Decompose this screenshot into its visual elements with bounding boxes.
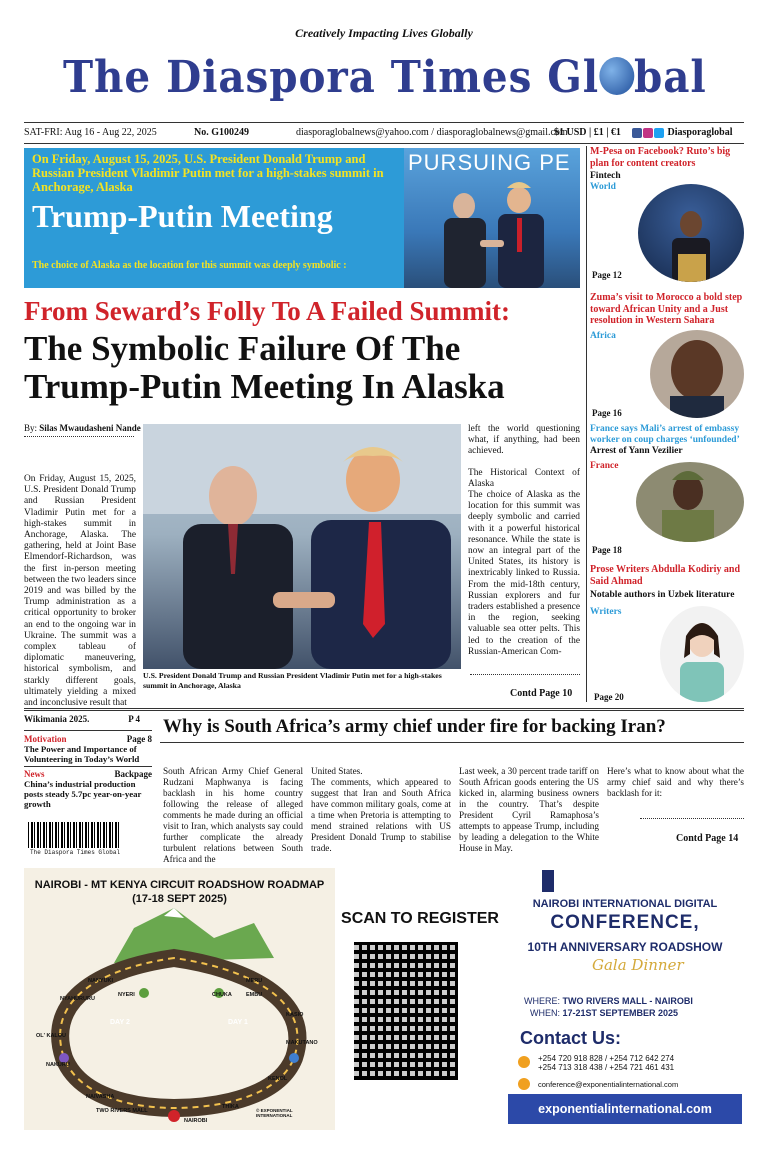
masthead <box>20 44 750 110</box>
info-bar <box>24 122 744 144</box>
social-links[interactable] <box>632 127 733 138</box>
continued-link[interactable]: Contd Page 10 <box>510 688 573 699</box>
ruto-photo <box>638 184 744 282</box>
contact-emails[interactable]: diasporaglobalnews@yahoo.com / diasporaglobalnews@gmail.com <box>296 127 568 138</box>
byline-divider <box>24 436 134 437</box>
handshake-figures <box>404 148 580 288</box>
phones-2[interactable]: +254 713 318 438 / +254 721 461 431 <box>538 1063 675 1072</box>
page-ref[interactable]: Page 18 <box>592 545 622 555</box>
tagline: Creatively Impacting Lives Globally <box>295 26 473 40</box>
barcode <box>28 822 120 848</box>
sa-column-3: Last week, a 30 percent trade tariff on South African goods entering the US kicked in, alarming business owners in the country. That’s despite President Cyril Ramaphosa’s attempts to appease Trump, including by leading a delegation to the White House in May. <box>459 766 599 853</box>
right-column <box>590 146 745 706</box>
globe-icon <box>599 57 634 95</box>
masthead-title: The Diaspora Times Gl bal <box>63 51 707 103</box>
price: $1 USD | £1 | €1 <box>554 127 621 138</box>
side-index-box: Wikimania 2025. P 4 Motivation Page 8 The Power and Importance of Volunteering in Today’s World News Backpage China’s industrial production posts steady 5.7pc year-on-year growth <box>24 714 152 809</box>
conf-line1: NAIROBI INTERNATIONAL DIGITAL <box>532 898 718 910</box>
bookmark-icon <box>542 870 554 892</box>
article-divider <box>470 674 580 675</box>
scan-label: SCAN TO REGISTER <box>341 910 499 927</box>
banner-subtitle: The choice of Alaska as the location for this summit was deeply symbolic : <box>32 260 347 271</box>
teaser-writers[interactable]: Prose Writers Abdulla Kodiriy and Said Ahmad Notable authors in Uzbek literature Writers <box>590 564 741 617</box>
map-title: NAIROBI - MT KENYA CIRCUIT ROADSHOW ROADMAP (17-18 SEPT 2025) <box>34 879 325 905</box>
conference-ad[interactable] <box>506 868 744 1130</box>
roadshow-map-ad[interactable] <box>24 868 335 1130</box>
stop-label: NAIROBI <box>184 1118 208 1124</box>
photo-caption: U.S. President Donald Trump and Russian President Vladimir Putin met for a high-stakes summit in Anchorage, Alaska <box>143 671 442 690</box>
banner-intro: On Friday, August 15, 2025, U.S. President Donald Trump and Russian President Vladimir Putin met for a high-stakes summit in Anchorage, Alaska <box>32 152 384 194</box>
phone-icon <box>518 1056 530 1068</box>
zuma-photo <box>650 330 744 418</box>
stop-label: THIKA <box>222 1104 239 1110</box>
issue-dates: SAT-FRI: Aug 16 - Aug 22, 2025 <box>24 127 157 138</box>
teaser-zuma[interactable]: Zuma’s visit to Morocco a bold step toward African Unity and a Just resolution in Western Sahara Africa <box>590 292 743 341</box>
soldier-photo <box>636 462 744 542</box>
headline-main: The Symbolic Failure Of The Trump-Putin Meeting In Alaska <box>24 329 505 406</box>
issue-number: No. G100249 <box>194 127 249 138</box>
sa-column-1: South African Army Chief General Rudzani Maphwanya is facing backlash in his home country following the release of alleged comments he made during an official visit to Iran, which analysts say could further complicate the already turbulent relations between South Africa and the <box>163 766 303 864</box>
index-wikimania[interactable]: Wikimania 2025. P 4 <box>24 714 152 731</box>
stop-label: NAIVASHA <box>86 1094 115 1100</box>
stop-label: CHUKA <box>212 992 232 998</box>
column-rule <box>586 146 587 702</box>
conf-email[interactable]: conference@exponentialinternational.com <box>538 1080 679 1089</box>
sa-continued-link[interactable]: Contd Page 14 <box>676 833 739 844</box>
banner-photo <box>404 148 580 288</box>
sa-divider <box>640 818 744 819</box>
index-news[interactable]: News Backpage <box>24 766 152 779</box>
stop-label: NYAHURURU <box>60 996 95 1002</box>
article-column-3: left the world questioning what, if anything, had been achieved. The Historical Context of Alaska The choice of Alaska as the location for this summit was deeply symbolic and carried with it a powerful historical resonance. While the state is now an integral part of the United States, its history is inextricably linked to Russia. From the mid-18th century, Russian explorers and fur traders established a presence in the region, seeking valuable sea otter pelts. This led to the creation of the Russian-American Com- <box>468 424 580 657</box>
stop-label: MAKUTANO <box>286 1040 318 1046</box>
twitter-icon[interactable] <box>654 128 664 138</box>
stop-label: TWO RIVERS MALL <box>96 1108 148 1114</box>
subheading-historical-context: The Historical Context of Alaska <box>468 467 580 489</box>
qr-code[interactable] <box>354 942 458 1080</box>
teaser-mali[interactable]: France says Mali’s arrest of embassy worker on coup charges ‘unfounded’ Arrest of Yann Vezilier France <box>590 424 740 471</box>
contact-heading: Contact Us: <box>520 1028 622 1048</box>
social-handle: Diasporaglobal <box>667 127 733 138</box>
main-photo <box>143 424 461 669</box>
page-ref[interactable]: Page 12 <box>592 270 622 280</box>
day2-label: DAY 2 <box>110 1019 130 1026</box>
gala-script: Gala Dinner <box>592 956 684 974</box>
conference-url[interactable]: exponentialinternational.com <box>508 1094 742 1124</box>
phones-1[interactable]: +254 720 918 828 / +254 712 642 274 <box>538 1054 675 1063</box>
day1-label: DAY 1 <box>228 1019 248 1026</box>
conf-when: WHEN: 17-21ST SEPTEMBER 2025 <box>530 1008 679 1018</box>
roadmap-graphic <box>24 908 335 1130</box>
banner-photo-text: PURSUING PE <box>408 150 571 175</box>
page-ref[interactable]: Page 20 <box>594 692 624 702</box>
stop-label: KASIO <box>286 1012 304 1018</box>
conf-line3: 10TH ANNIVERSARY ROADSHOW <box>527 940 723 954</box>
stop-label: KENOL <box>268 1076 288 1082</box>
conf-where: WHERE: TWO RIVERS MALL - NAIROBI <box>524 996 693 1006</box>
stop-label: MERU <box>246 978 263 984</box>
sa-rule <box>160 742 744 743</box>
instagram-icon[interactable] <box>643 128 653 138</box>
stop-label: OL' KALOU <box>36 1033 67 1039</box>
sa-headline: Why is South Africa’s army chief under fire for backing Iran? <box>163 716 666 737</box>
putin-trump-handshake <box>143 424 461 669</box>
index-motivation[interactable]: Motivation Page 8 <box>24 734 152 744</box>
headline-red: From Seward’s Folly To A Failed Summit: <box>24 296 511 326</box>
sa-column-2: United States. The comments, which appeared to suggest that Iran and South Africa have common military goals, come at a time when Pretoria is attempting to mend strained relations with US President Donald Trump to stabilise trade. <box>311 766 451 853</box>
sa-column-4: Here’s what to know about what the army chief said and why there’s backlash for it: <box>607 766 744 798</box>
banner-title: Trump-Putin Meeting <box>32 198 333 234</box>
email-icon <box>518 1078 530 1090</box>
article-column-1: On Friday, August 15, 2025, U.S. President Donald Trump and Russian President Vladimir Putin met for a high-stakes summit in Anchorage, Alaska. The gathering, held at Joint Base Elmendorf-Richardson, was the first in-person meeting between the two leaders since 2019 and was billed by the Trump administration as a critical opportunity to broker an end to the ongoing war in Ukraine. The summit was a complex tableau of diplomatic maneuvering, historical symbolism, and starkly different goals, ultimately yielding a mixed and inconclusive result that <box>24 474 136 709</box>
facebook-icon[interactable] <box>632 128 642 138</box>
barcode-text: The Diaspora Times Global <box>30 849 121 856</box>
page-ref[interactable]: Page 16 <box>592 408 622 418</box>
teaser-mpesa[interactable]: M-Pesa on Facebook? Ruto’s big plan for content creators Fintech World <box>590 146 731 192</box>
author-name: Silas Mwaudasheni Nande <box>39 423 141 433</box>
byline: By: Silas Mwaudasheni Nande <box>24 423 141 433</box>
section-divider <box>24 708 744 711</box>
map-credit: © EXPONENTIAL INTERNATIONAL <box>256 1108 293 1118</box>
stop-label: NAKURU <box>46 1062 70 1068</box>
stop-label: EMBU <box>246 992 263 998</box>
writer-photo <box>660 606 744 702</box>
stop-label: NANYUKI <box>88 978 114 984</box>
top-banner[interactable] <box>24 148 580 288</box>
stop-label: NYERI <box>118 992 135 998</box>
conf-line2: CONFERENCE, <box>550 912 700 933</box>
